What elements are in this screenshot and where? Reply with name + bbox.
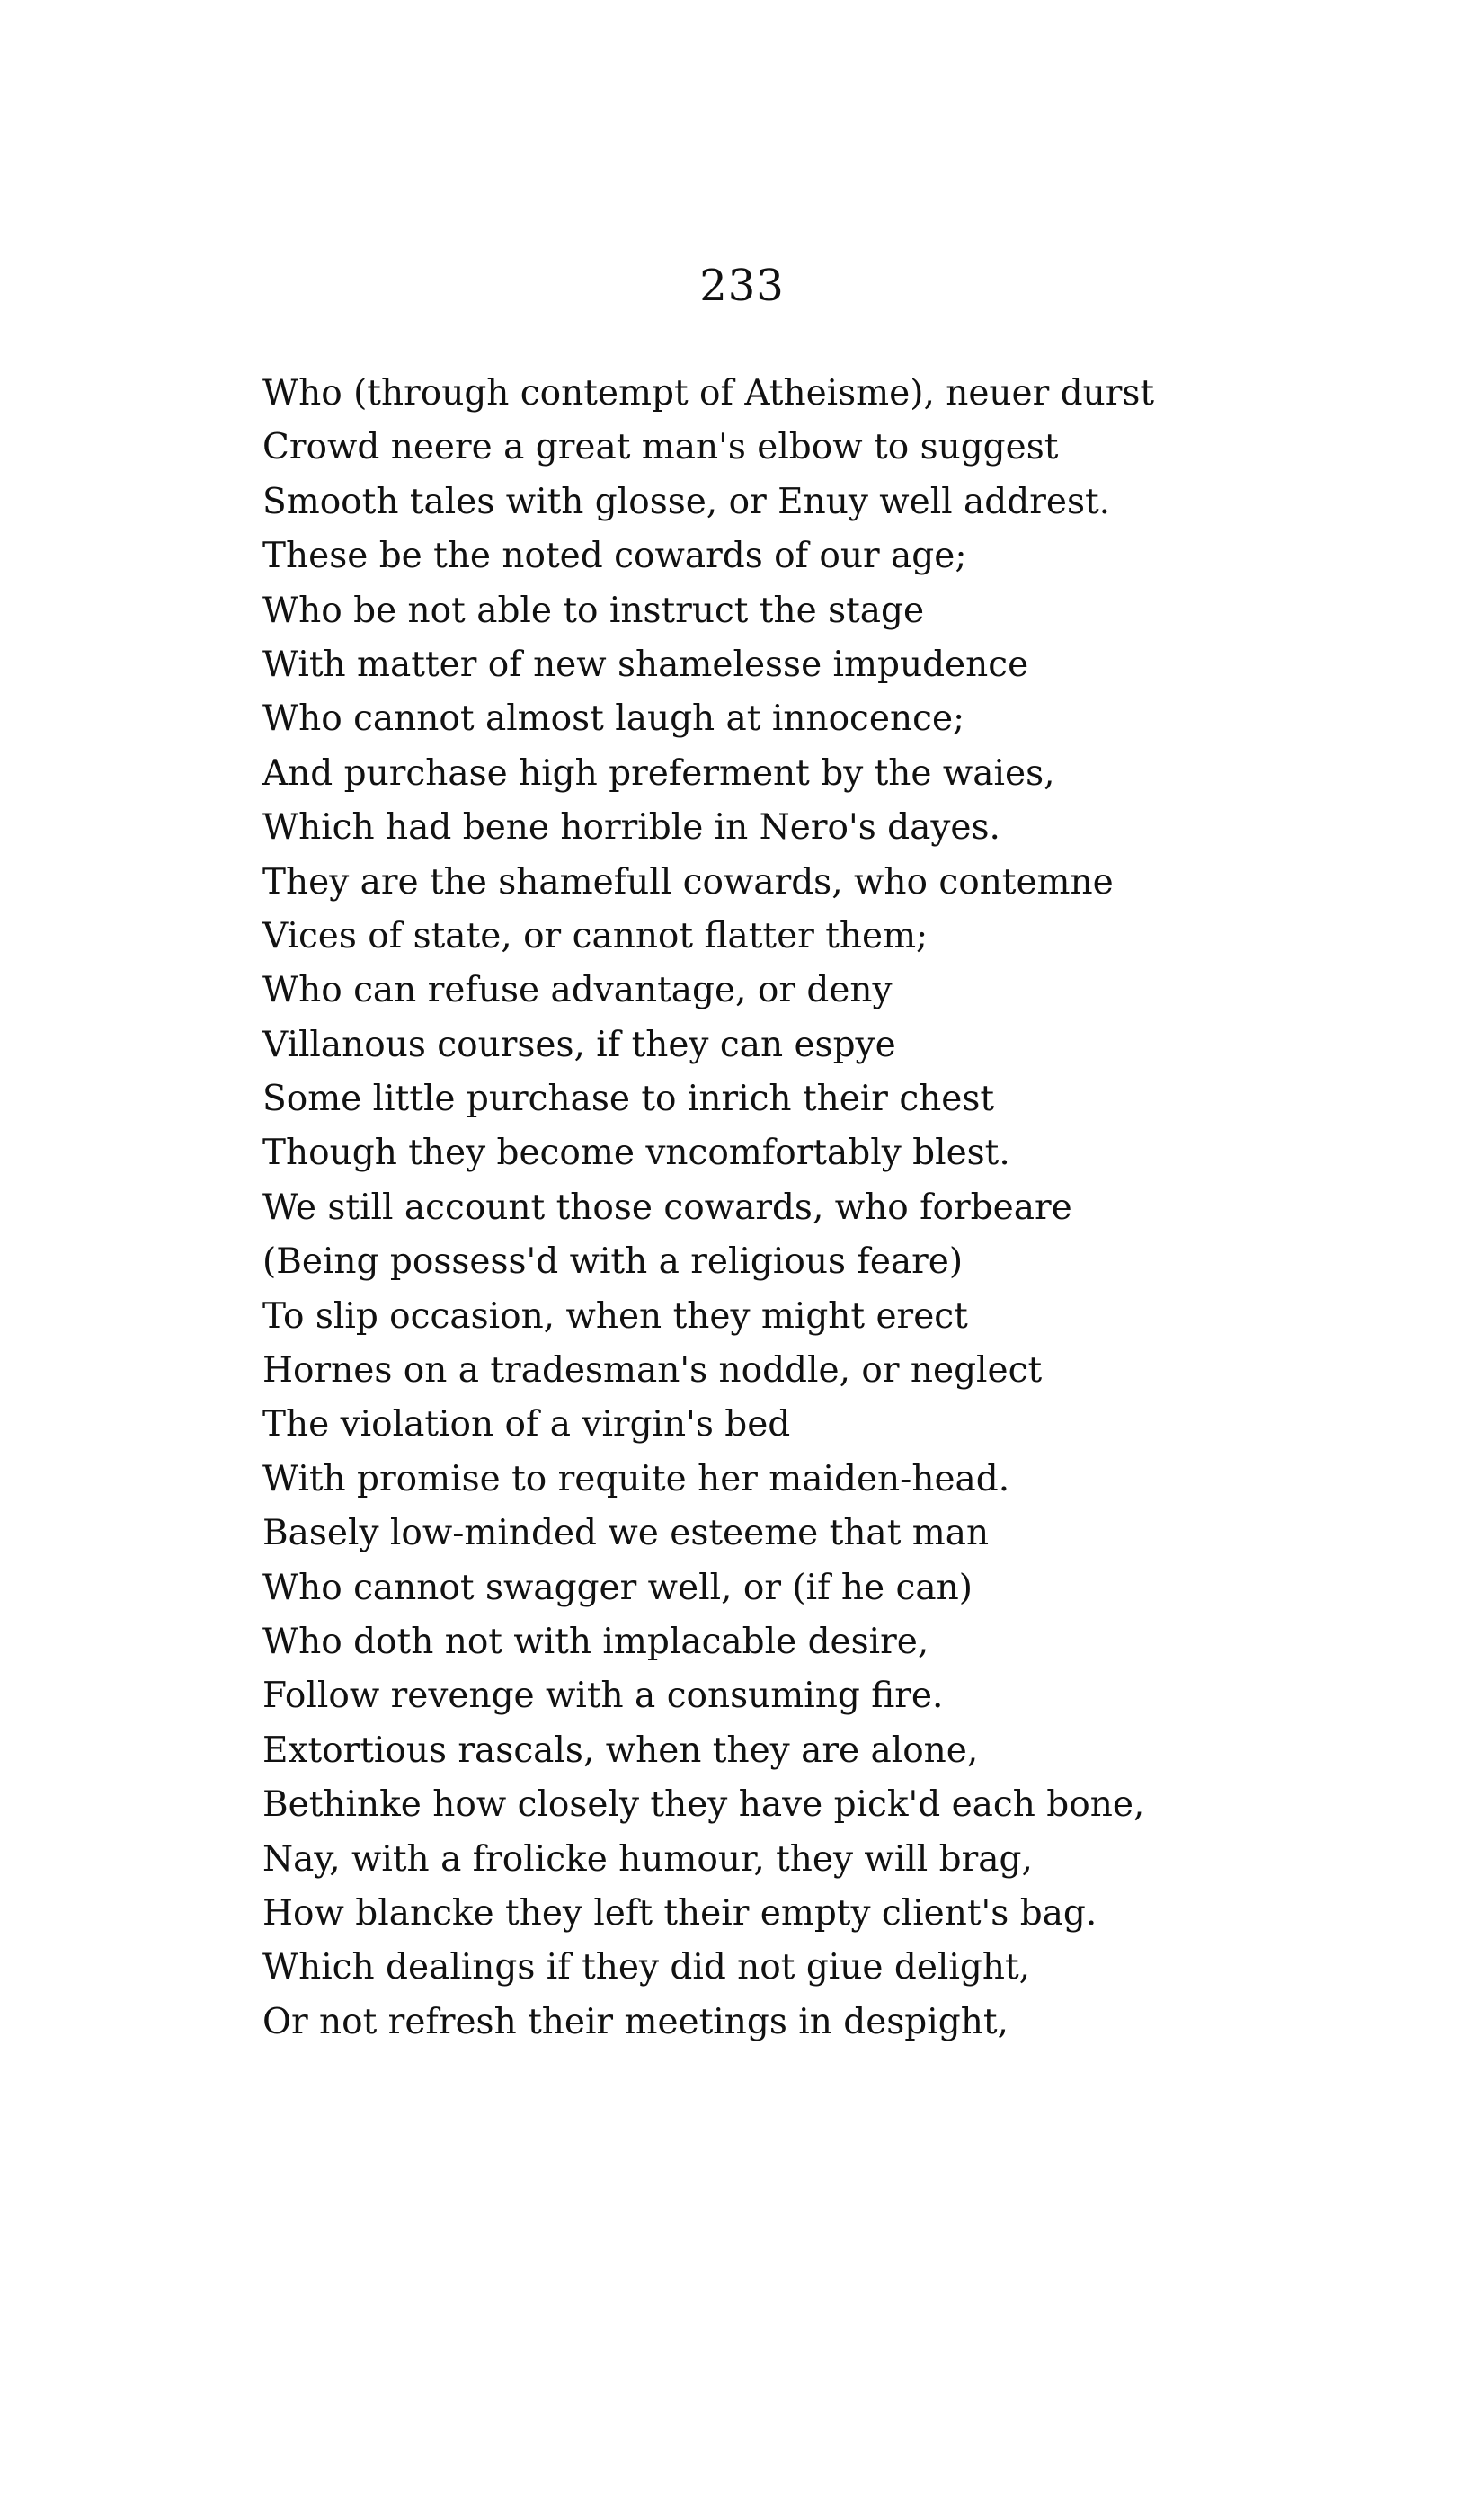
poem-line: Who (through contempt of Atheisme), neuer durst (262, 373, 1155, 414)
poem-line: Or not refresh their meetings in despight, (262, 2001, 1009, 2042)
poem-line: And purchase high preferment by the waies, (262, 752, 1055, 794)
poem-line: Though they become vncomfortably blest. (262, 1133, 1010, 1174)
poem-line: (Being possess'd with a religious feare) (262, 1241, 964, 1283)
poem-line: The violation of a virgin's bed (262, 1404, 791, 1445)
page-number: 233 (699, 261, 785, 311)
poem-line: Who can refuse advantage, or deny (262, 970, 893, 1011)
poem-line: To slip occasion, when they might erect (262, 1295, 968, 1337)
poem-line: Some little purchase to inrich their chest (262, 1079, 995, 1120)
poem-line: Villanous courses, if they can espye (262, 1024, 896, 1065)
poem-line: These be the noted cowards of our age; (262, 536, 967, 577)
poem-line: Who cannot swagger well, or (if he can) (262, 1567, 973, 1608)
poem-line: They are the shamefull cowards, who contemne (262, 861, 1114, 903)
poem-line: Who be not able to instruct the stage (262, 590, 925, 631)
poem-line: With matter of new shamelesse impudence (262, 644, 1029, 685)
poem-line: Nay, with a frolicke humour, they will brag, (262, 1838, 1033, 1880)
poem-line: Follow revenge with a consuming fire. (262, 1676, 944, 1717)
poem-line: Vices of state, or cannot flatter them; (262, 915, 929, 956)
poem-line: Crowd neere a great man's elbow to suggest (262, 427, 1059, 468)
poem-line: How blancke they left their empty client's bag. (262, 1892, 1097, 1934)
poem-line: Basely low-minded we esteeme that man (262, 1513, 990, 1554)
poem-line: Which dealings if they did not giue delight, (262, 1947, 1031, 1988)
poem-line: Which had bene horrible in Nero's dayes. (262, 807, 1000, 849)
poem-line: With promise to requite her maiden-head. (262, 1458, 1010, 1499)
poem-line: Who doth not with implacable desire, (262, 1621, 929, 1662)
poem-line: We still account those cowards, who forbeare (262, 1187, 1072, 1228)
poem-line: Hornes on a tradesman's noddle, or neglect (262, 1350, 1043, 1392)
poem-text (262, 367, 1395, 2050)
poem-line: Smooth tales with glosse, or Enuy well addrest. (262, 481, 1111, 522)
poem-line: Bethinke how closely they have pick'd each bone, (262, 1784, 1145, 1826)
poem-line: Extortious rascals, when they are alone, (262, 1730, 979, 1771)
poem-line: Who cannot almost laugh at innocence; (262, 698, 965, 740)
